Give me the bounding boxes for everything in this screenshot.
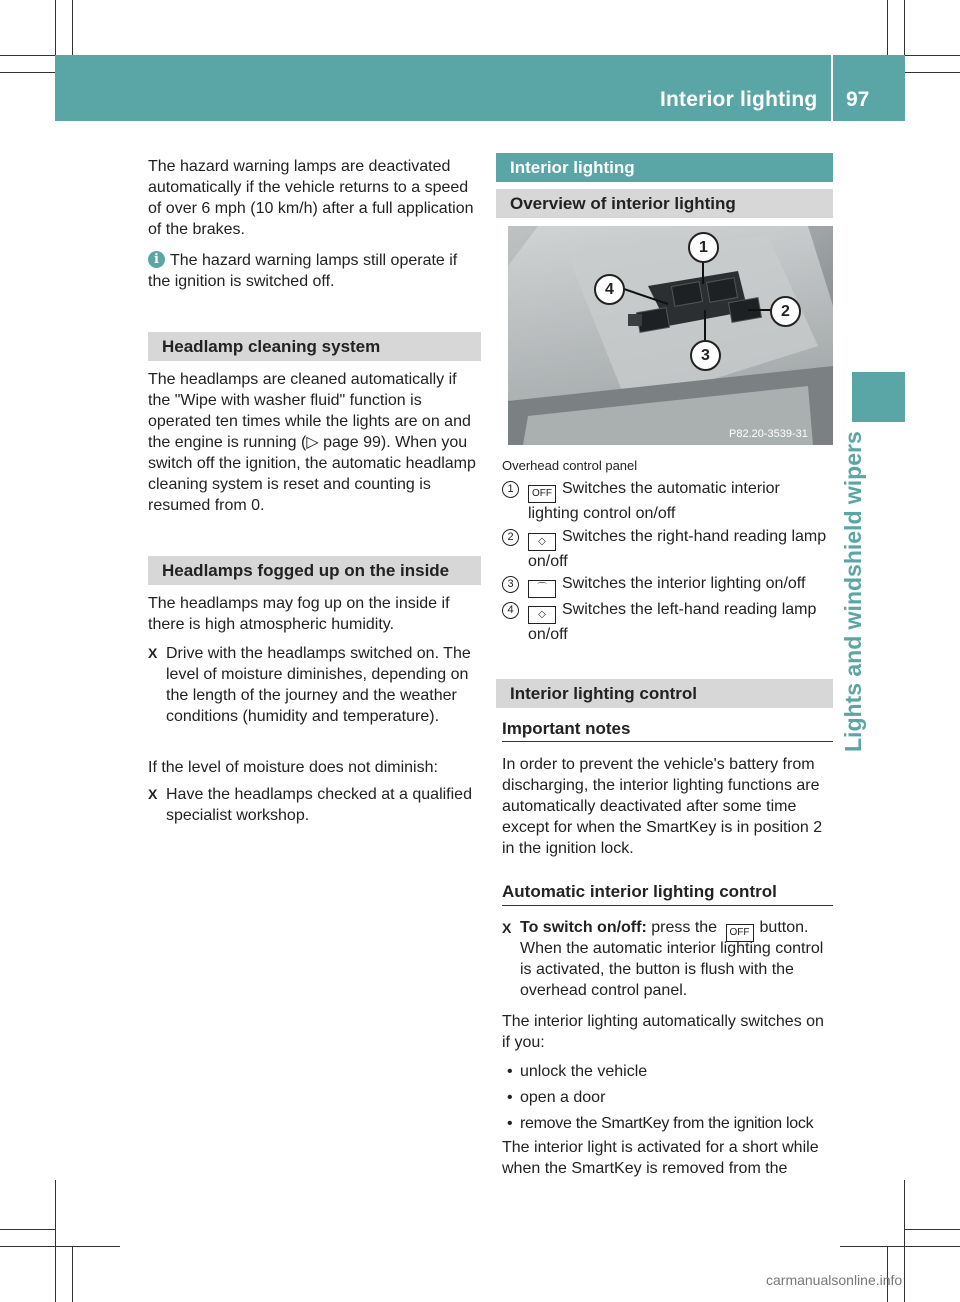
auto-text2: The interior light is activated for a short while when the SmartKey is removed from the (502, 1139, 819, 1177)
item-text: Switches the right-hand reading lamp on/off (528, 528, 827, 570)
callout-2: 2 (770, 296, 801, 327)
fog-text2: If the level of moisture does not diminish: (148, 759, 438, 776)
fog-bullet: Drive with the headlamps switched on. The level of moisture diminishes, depending on the length of the journey and the weather conditions (humidity and temperature). (166, 645, 471, 725)
auto-bullet-text2: button. (759, 919, 809, 936)
item-number: 1 (502, 481, 519, 498)
important-text: In order to prevent the vehicle's battery from discharging, the interior lighting functions are automatically deactivated after some time except for when the SmartKey is in position 2 in the ignition lock. (502, 756, 823, 857)
item-text-wrap (528, 599, 833, 645)
crop-mark (55, 1180, 56, 1302)
item-number: 2 (502, 529, 519, 546)
side-tab-block (852, 372, 905, 422)
overhead-panel-illustration (508, 226, 833, 445)
item-text: Switches the left-hand reading lamp on/off (528, 601, 817, 643)
r-bullet-icon: • (507, 1089, 513, 1106)
section-overview (496, 189, 833, 218)
header-separator (831, 55, 833, 121)
crop-mark (0, 72, 55, 73)
crop-mark (840, 1246, 960, 1247)
section-headlamp-cleaning (148, 332, 481, 361)
crop-mark (0, 1229, 55, 1230)
section-title: Interior lighting control (510, 684, 697, 703)
item-text-wrap (528, 478, 833, 524)
reading-lamp-icon: ◇ (528, 533, 556, 551)
item-number: 3 (502, 576, 519, 593)
side-tab-label: Lights and windshield wipers (840, 431, 866, 752)
important-notes-heading: Important notes (502, 719, 631, 738)
auto-light-off-icon: OFF (528, 485, 556, 503)
auto-bullet-cont: When the automatic interior lighting control is activated, the button is flush with the overhead control panel. (520, 940, 824, 999)
callout-4: 4 (594, 274, 625, 305)
photo-caption: Overhead control panel (502, 458, 638, 473)
page-number: 97 (846, 88, 870, 111)
watermark: carmanualsonline.info (766, 1272, 903, 1288)
info-note: The hazard warning lamps still operate if the ignition is switched off. (148, 252, 458, 290)
crop-mark (72, 0, 73, 55)
callout-3: 3 (690, 340, 721, 371)
section-headlamps-fogged (148, 556, 481, 585)
crop-mark (904, 1180, 905, 1302)
x-bullet-icon: X (148, 645, 158, 661)
bullet-item: open a door (520, 1089, 606, 1106)
auto-control-heading: Automatic interior lighting control (502, 882, 777, 901)
x-bullet-icon: X (148, 786, 158, 802)
fog-text: The headlamps may fog up on the inside if there is high atmospheric humidity. (148, 595, 450, 633)
hazard-paragraph: The hazard warning lamps are deactivated automatically if the vehicle returns to a speed of over 6 mph (10 km/h) after a full application of the brakes. (148, 158, 474, 238)
section-title: Headlamp cleaning system (162, 337, 381, 356)
heading-rule (502, 905, 833, 906)
r-bullet-icon: • (507, 1115, 513, 1132)
item-number: 4 (502, 602, 519, 619)
x-bullet-icon: X (502, 920, 512, 936)
bullet-item: remove the SmartKey from the ignition lock (520, 1115, 814, 1132)
item-text-wrap (528, 573, 833, 598)
auto-light-off-icon: OFF (726, 924, 754, 942)
r-bullet-icon: • (507, 1063, 513, 1080)
crop-mark (887, 0, 888, 55)
section-title: Overview of interior lighting (510, 194, 736, 213)
section-title: Headlamps fogged up on the inside (162, 561, 450, 580)
auto-bullet-text: press the (651, 919, 718, 936)
crop-mark (72, 1246, 73, 1302)
crop-mark (905, 1229, 960, 1230)
section-title: Interior lighting (510, 158, 635, 177)
auto-bullet-bold: To switch on/off: (520, 919, 647, 936)
section-interior-lighting (496, 153, 833, 182)
reading-lamp-icon: ◇ (528, 606, 556, 624)
heading-rule (502, 741, 833, 742)
bullet-item: unlock the vehicle (520, 1063, 648, 1080)
headlamp-cleaning-text: The headlamps are cleaned automatically if the "Wipe with washer fluid" function is operated ten times while the lights are on and the engine is running (▷ page 99). When you switch off the ignition, the automatic headlamp cleaning system is reset and counting is resumed from 0. (148, 371, 476, 514)
overhead-panel-photo (508, 226, 833, 445)
auto-text: The interior lighting automatically switches on if you: (502, 1013, 824, 1051)
section-interior-lighting-control (496, 679, 833, 708)
item-text: Switches the interior lighting on/off (562, 575, 806, 592)
interior-light-icon: ⌒ (528, 580, 556, 598)
crop-mark (905, 72, 960, 73)
fog-bullet2: Have the headlamps checked at a qualified specialist workshop. (166, 786, 472, 824)
info-icon: i (148, 251, 165, 268)
photo-code: P82.20-3539-31 (729, 428, 808, 440)
item-text: Switches the automatic interior lighting control on/off (528, 480, 780, 522)
crop-mark (0, 1246, 120, 1247)
item-text-wrap (528, 526, 833, 572)
callout-1: 1 (688, 232, 719, 263)
page-title: Interior lighting (660, 88, 818, 111)
